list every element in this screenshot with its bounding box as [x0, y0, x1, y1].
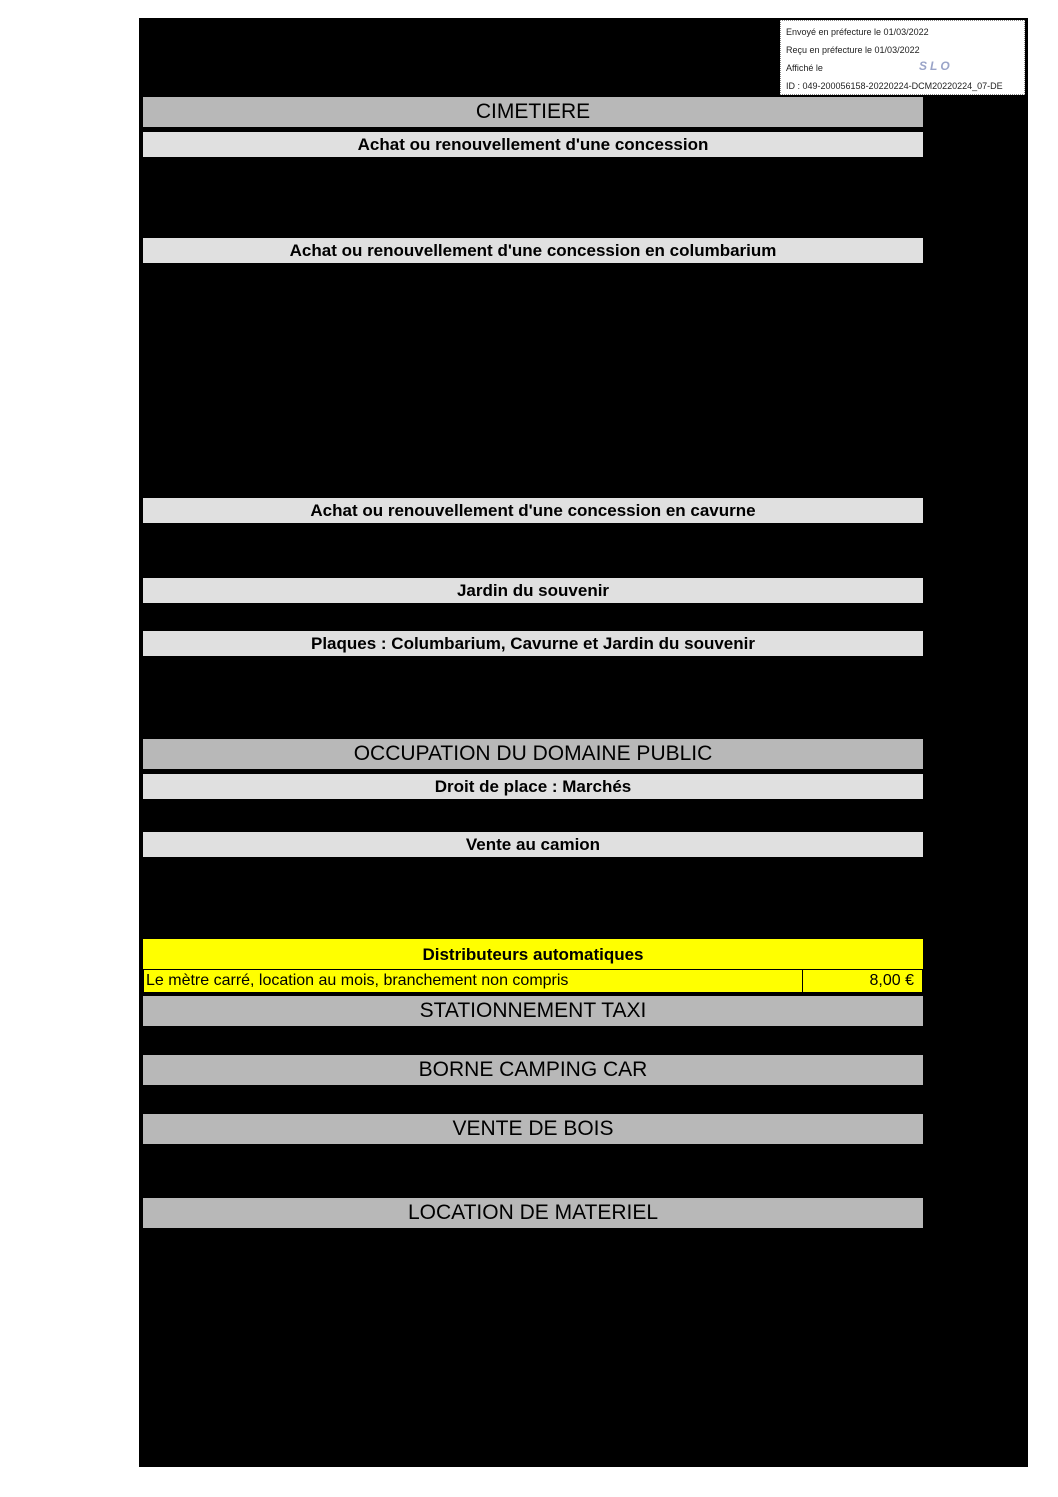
section-taxi: STATIONNEMENT TAXI	[143, 996, 923, 1026]
row-label: Le mètre carré, location au mois, branchement non compris	[143, 969, 803, 993]
row-price: 8,00 €	[803, 969, 923, 993]
subsection-jardin: Jardin du souvenir	[143, 578, 923, 603]
slo-logo-text: SLO	[919, 59, 953, 73]
stamp-posted: Affiché le	[786, 63, 823, 73]
subsection-distributeurs: Distributeurs automatiques	[143, 939, 923, 969]
stamp-id: ID : 049-200056158-20220224-DCM20220224_07-DE	[786, 81, 1003, 91]
table-row	[143, 969, 923, 993]
subsection-cavurne: Achat ou renouvellement d'une concession en cavurne	[143, 498, 923, 523]
section-cimetiere: CIMETIERE	[143, 97, 923, 127]
section-materiel: LOCATION DE MATERIEL	[143, 1198, 923, 1228]
subsection-columbarium: Achat ou renouvellement d'une concession en columbarium	[143, 238, 923, 263]
section-camping-car: BORNE CAMPING CAR	[143, 1055, 923, 1085]
prefecture-stamp	[780, 20, 1025, 95]
stamp-sent-date: Envoyé en préfecture le 01/03/2022	[786, 27, 929, 37]
subsection-marches: Droit de place : Marchés	[143, 774, 923, 799]
section-bois: VENTE DE BOIS	[143, 1114, 923, 1144]
section-domaine-public: OCCUPATION DU DOMAINE PUBLIC	[143, 739, 923, 769]
subsection-plaques: Plaques : Columbarium, Cavurne et Jardin du souvenir	[143, 631, 923, 656]
subsection-concession: Achat ou renouvellement d'une concession	[143, 132, 923, 157]
stamp-received-date: Reçu en préfecture le 01/03/2022	[786, 45, 920, 55]
slo-logo	[919, 57, 953, 75]
subsection-camion: Vente au camion	[143, 832, 923, 857]
